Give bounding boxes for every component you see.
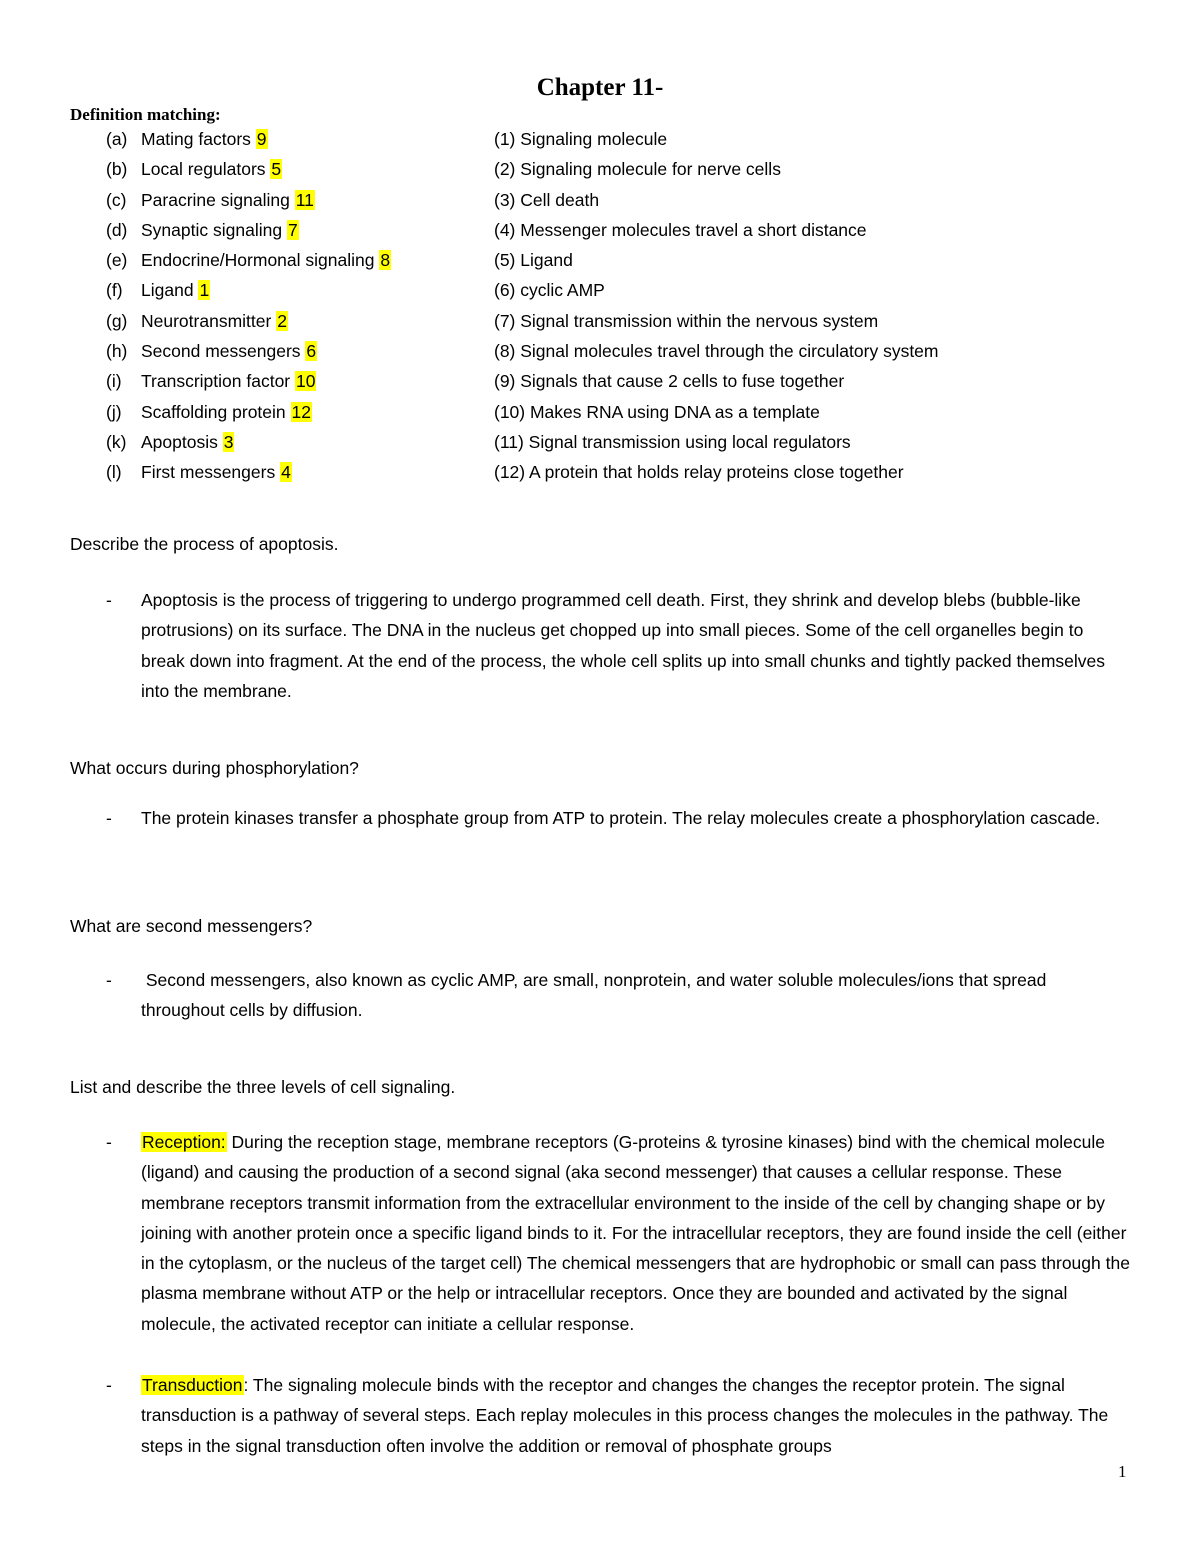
matching-row bbox=[0, 397, 1200, 427]
row-definition: (2) Signaling molecule for nerve cells bbox=[494, 159, 781, 180]
answer-highlight: 3 bbox=[223, 431, 234, 452]
matching-row bbox=[0, 215, 1200, 245]
matching-row bbox=[0, 245, 1200, 275]
answer-highlight: 2 bbox=[277, 310, 287, 331]
row-label: (c) bbox=[106, 189, 127, 210]
answer-highlight: 11 bbox=[295, 189, 314, 210]
page-title: Chapter 11- bbox=[536, 74, 664, 101]
row-definition: (12) A protein that holds relay proteins close together bbox=[494, 462, 904, 483]
row-definition: (4) Messenger molecules travel a short distance bbox=[494, 219, 867, 240]
row-term: Mating factors 9 bbox=[141, 129, 267, 149]
matching-row bbox=[0, 275, 1200, 305]
answer-highlight: 6 bbox=[306, 341, 317, 362]
row-definition: (6) cyclic AMP bbox=[494, 280, 605, 301]
row-label: (l) bbox=[106, 462, 122, 483]
row-label: (h) bbox=[106, 341, 128, 362]
row-term: Local regulators 5 bbox=[141, 159, 282, 180]
level-reception: Reception: During the reception stage, membrane receptors (G-proteins & tyrosine kinases) bind with the chemical molecule (ligand) and causing the production of a second signal (aka second messenger) that causes a cellular response. These membrane receptors transmit information from the extracellular environment to the inside of the cell by changing shape or by joining with another protein once a specific ligand binds to it. For the intracellular receptors, they are found inside the cell (either in the cytoplasm, or the nucleus of the target cell) The chemical messengers that are hydrophobic or small can pass through the plasma membrane without ATP or the help or intracellular receptors. Once they are bounded and activated by the signal molecule, the activated receptor can initiate a cellular response. bbox=[141, 1132, 1130, 1334]
row-definition: (3) Cell death bbox=[494, 189, 600, 210]
row-label: (d) bbox=[106, 219, 128, 240]
row-definition: (10) Makes RNA using DNA as a template bbox=[494, 401, 820, 422]
question-second-messengers: What are second messengers? bbox=[70, 916, 313, 936]
row-definition: (9) Signals that cause 2 cells to fuse together bbox=[494, 371, 845, 392]
level-transduction: Transduction: The signaling molecule binds with the receptor and changes the changes the receptor protein. The signal transduction is a pathway of several steps. Each replay molecules in this process changes the molecules in the pathway. The steps in the signal transduction often involve the addition or removal of phosphate groups bbox=[141, 1375, 1109, 1456]
row-definition: (7) Signal transmission within the nervous system bbox=[494, 310, 879, 331]
row-label: (f) bbox=[106, 280, 123, 301]
bullet-dash: - bbox=[106, 590, 112, 610]
row-term: Ligand 1 bbox=[141, 280, 210, 301]
answer-highlight: 4 bbox=[281, 462, 291, 483]
row-term: Apoptosis 3 bbox=[141, 431, 234, 452]
answer-phosphorylation: The protein kinases transfer a phosphate group from ATP to protein. The relay molecules create a phosphorylation cascade. bbox=[141, 808, 1101, 828]
row-definition: (1) Signaling molecule bbox=[494, 129, 668, 149]
bullet-dash: - bbox=[106, 808, 112, 828]
answer-highlight: 8 bbox=[380, 250, 391, 271]
answer-highlight: 1 bbox=[199, 280, 210, 301]
row-term: Paracrine signaling 11 bbox=[141, 189, 314, 210]
answer-apoptosis: Apoptosis is the process of triggering to undergo programmed cell death. First, they shrink and develop blebs (bubble-like protrusions) on its surface. The DNA in the nucleus get chopped up into small pieces. Some of the cell organelles begin to break down into fragment. At the end of the process, the whole cell splits up into small chunks and tightly packed themselves into the membrane. bbox=[141, 590, 1106, 701]
row-definition: (11) Signal transmission using local regulators bbox=[494, 431, 851, 452]
answer-highlight: 9 bbox=[256, 129, 267, 149]
row-label: (i) bbox=[106, 371, 122, 392]
matching-row bbox=[0, 427, 1200, 457]
term-highlight: Transduction bbox=[142, 1375, 243, 1395]
bullet-dash: - bbox=[106, 1132, 112, 1152]
question-apoptosis: Describe the process of apoptosis. bbox=[70, 534, 339, 554]
row-label: (k) bbox=[106, 431, 127, 452]
answer-second-messengers: Second messengers, also known as cyclic AMP, are small, nonprotein, and water soluble molecules/ions that spread throughout cells by diffusion. bbox=[141, 970, 1052, 1021]
matching-row bbox=[0, 185, 1200, 215]
row-term: Endocrine/Hormonal signaling 8 bbox=[141, 250, 391, 271]
matching-row bbox=[0, 124, 1200, 154]
section-heading: Definition matching: bbox=[70, 105, 221, 124]
row-term: Scaffolding protein 12 bbox=[141, 401, 311, 422]
row-definition: (8) Signal molecules travel through the circulatory system bbox=[494, 341, 939, 362]
row-label: (g) bbox=[106, 310, 128, 331]
answer-highlight: 10 bbox=[296, 371, 316, 392]
row-term: First messengers 4 bbox=[141, 462, 291, 483]
answer-highlight: 7 bbox=[287, 219, 298, 240]
matching-row bbox=[0, 457, 1200, 487]
question-cell-signaling-levels: List and describe the three levels of cell signaling. bbox=[70, 1077, 456, 1097]
row-term: Synaptic signaling 7 bbox=[141, 219, 298, 240]
row-label: (e) bbox=[106, 250, 128, 271]
row-label: (b) bbox=[106, 159, 128, 180]
matching-row bbox=[0, 306, 1200, 336]
bullet-dash: - bbox=[106, 1375, 112, 1395]
question-phosphorylation: What occurs during phosphorylation? bbox=[70, 758, 359, 778]
page-number: 1 bbox=[1118, 1462, 1127, 1481]
row-term: Neurotransmitter 2 bbox=[141, 310, 287, 331]
answer-highlight: 5 bbox=[271, 159, 282, 180]
row-label: (j) bbox=[106, 401, 122, 422]
row-definition: (5) Ligand bbox=[494, 250, 573, 271]
matching-row bbox=[0, 336, 1200, 366]
matching-table bbox=[0, 124, 1200, 488]
row-term: Transcription factor 10 bbox=[141, 371, 316, 392]
matching-row bbox=[0, 154, 1200, 184]
term-highlight: Reception: bbox=[142, 1132, 226, 1152]
bullet-dash: - bbox=[106, 970, 112, 990]
row-label: (a) bbox=[106, 129, 128, 149]
matching-row bbox=[0, 366, 1200, 396]
row-term: Second messengers 6 bbox=[141, 341, 317, 362]
answer-highlight: 12 bbox=[291, 401, 311, 422]
